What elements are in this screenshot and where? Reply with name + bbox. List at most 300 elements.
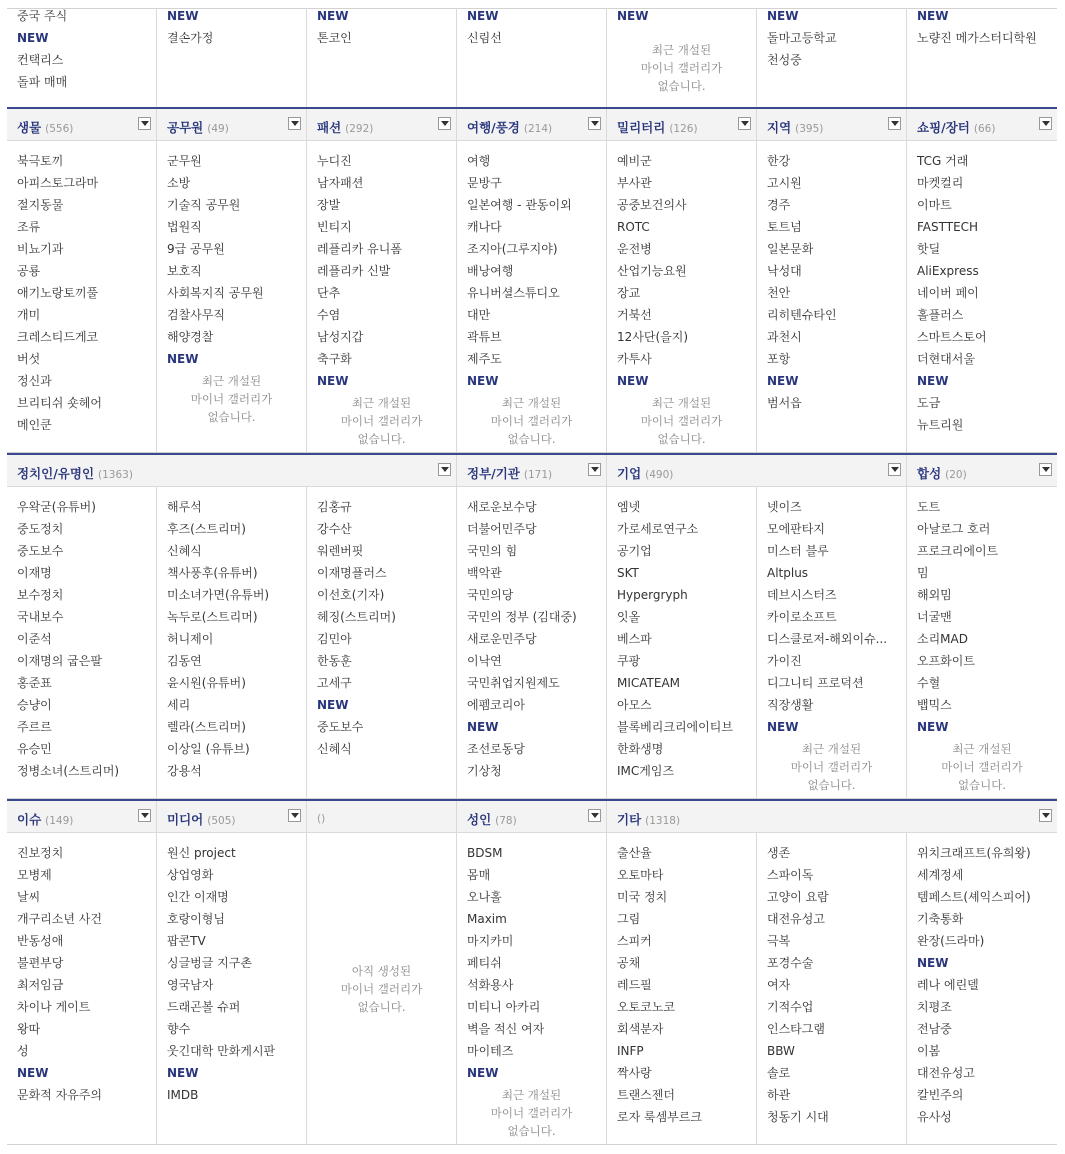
gallery-link[interactable]: 기축통화	[917, 912, 964, 926]
gallery-link[interactable]: MICATEAM	[617, 676, 681, 690]
gallery-link[interactable]: 솔로	[767, 1066, 791, 1080]
gallery-link[interactable]: 홍준표	[17, 676, 52, 690]
gallery-link[interactable]: 스마트스토어	[917, 330, 987, 344]
gallery-link[interactable]: 한화생명	[617, 742, 664, 756]
gallery-link[interactable]: 회색분자	[617, 1022, 664, 1036]
gallery-link[interactable]: 왕따	[17, 1022, 41, 1036]
gallery-link[interactable]: 천성중	[767, 53, 802, 67]
gallery-link[interactable]: 절지동물	[17, 198, 64, 212]
gallery-link[interactable]: 빈티지	[317, 220, 352, 234]
gallery-link[interactable]: 김민아	[317, 632, 352, 646]
gallery-link[interactable]: 부사관	[617, 176, 652, 190]
gallery-link[interactable]: 소방	[167, 176, 191, 190]
gallery-link[interactable]: 고시원	[767, 176, 802, 190]
gallery-link[interactable]: 새로운민주당	[467, 632, 537, 646]
gallery-link[interactable]: 오나홀	[467, 890, 502, 904]
category-header[interactable]	[7, 801, 156, 833]
gallery-link[interactable]: 남자패션	[317, 176, 364, 190]
gallery-link[interactable]: 공기업	[617, 544, 652, 558]
gallery-link[interactable]: 허니제이	[167, 632, 214, 646]
gallery-link[interactable]: 인스타그램	[767, 1022, 825, 1036]
gallery-link[interactable]: 예비군	[617, 154, 652, 168]
gallery-link[interactable]: 노량진 메가스터디학원	[917, 31, 1037, 45]
gallery-link[interactable]: 가로세로연구소	[617, 522, 699, 536]
gallery-link[interactable]: 곽튜브	[467, 330, 502, 344]
gallery-link[interactable]: 정신과	[17, 374, 52, 388]
gallery-link[interactable]: 기술직 공무원	[167, 198, 241, 212]
gallery-link[interactable]: 소리MAD	[917, 632, 968, 646]
gallery-link[interactable]: 마지카미	[467, 934, 514, 948]
gallery-link[interactable]: 보수정치	[17, 588, 64, 602]
gallery-link[interactable]: 아날로그 호러	[917, 522, 991, 536]
gallery-link[interactable]: 범서읍	[767, 396, 802, 410]
gallery-link[interactable]: 제주도	[467, 352, 502, 366]
gallery-link[interactable]: 우왁굳(유튜버)	[17, 500, 96, 514]
gallery-link[interactable]: 치평조	[917, 1000, 952, 1014]
gallery-link[interactable]: 과천시	[767, 330, 802, 344]
category-title[interactable]	[167, 810, 235, 828]
category-name: 쇼핑/장터	[917, 120, 970, 135]
gallery-link[interactable]: 공중보건의사	[617, 198, 687, 212]
gallery-link[interactable]: 대전유성고	[767, 912, 825, 926]
gallery-link[interactable]: 모에판타지	[767, 522, 825, 536]
gallery-link[interactable]: 신혜식	[317, 742, 352, 756]
gallery-link[interactable]: 책사풍후(유튜버)	[167, 566, 258, 580]
gallery-link[interactable]: 신림선	[467, 31, 502, 45]
gallery-link[interactable]: 레나 에린델	[917, 978, 979, 992]
gallery-link[interactable]: 데브시스터즈	[767, 588, 837, 602]
gallery-link[interactable]: 레드필	[617, 978, 652, 992]
gallery-link[interactable]: 오토마타	[617, 868, 664, 882]
category-title[interactable]	[617, 118, 698, 136]
category-title[interactable]	[917, 464, 967, 482]
gallery-link[interactable]: 미국 정치	[617, 890, 668, 904]
gallery-link[interactable]: 이재명플러스	[317, 566, 387, 580]
gallery-link[interactable]: 법원직	[167, 220, 202, 234]
gallery-link[interactable]: 청동기 시대	[767, 1110, 829, 1124]
gallery-link[interactable]: 직장생활	[767, 698, 814, 712]
gallery-link[interactable]: 베스파	[617, 632, 652, 646]
gallery-link[interactable]: 보호직	[167, 264, 202, 278]
gallery-link[interactable]: 대만	[467, 308, 491, 322]
category-header[interactable]	[456, 801, 606, 833]
gallery-link[interactable]: 디그니티 프로덕션	[767, 676, 864, 690]
gallery-link[interactable]: 워렌버핏	[317, 544, 364, 558]
gallery-link[interactable]: 이봄	[917, 1044, 941, 1058]
gallery-link[interactable]: 헤징(스트리머)	[317, 610, 396, 624]
gallery-link[interactable]: 문화적 자유주의	[17, 1088, 102, 1102]
gallery-cell	[156, 833, 306, 1144]
gallery-link[interactable]: 대전유성고	[917, 1066, 975, 1080]
gallery-link[interactable]: 백악관	[467, 566, 502, 580]
gallery-link[interactable]: 그림	[617, 912, 641, 926]
gallery-link[interactable]: 돌파 매매	[17, 75, 68, 89]
category-header[interactable]	[606, 455, 906, 487]
gallery-link[interactable]: 최저임금	[17, 978, 64, 992]
gallery-link[interactable]: 세리	[167, 698, 191, 712]
gallery-link[interactable]: 향수	[167, 1022, 191, 1036]
gallery-link[interactable]: 템페스트(셰익스피어)	[917, 890, 1031, 904]
category-title[interactable]	[617, 810, 680, 828]
gallery-link[interactable]: 도금	[917, 396, 941, 410]
gallery-link[interactable]: 스파이독	[767, 868, 814, 882]
gallery-link[interactable]: 공룡	[17, 264, 41, 278]
gallery-link[interactable]: 유사성	[917, 1110, 952, 1124]
category-title[interactable]	[17, 810, 73, 828]
chevron-down-icon[interactable]	[888, 117, 901, 130]
gallery-link[interactable]: 9급 공무원	[167, 242, 225, 256]
chevron-down-icon[interactable]	[438, 463, 451, 476]
chevron-down-icon[interactable]	[138, 809, 151, 822]
category-header[interactable]	[156, 801, 306, 833]
gallery-link[interactable]: BDSM	[467, 846, 503, 860]
gallery-link[interactable]: 마이테즈	[467, 1044, 514, 1058]
gallery-link[interactable]: 완장(드라마)	[917, 934, 985, 948]
gallery-link[interactable]: 더현대서울	[917, 352, 975, 366]
gallery-link[interactable]: 트랜스젠더	[617, 1088, 675, 1102]
gallery-link[interactable]: 톤코인	[317, 31, 352, 45]
gallery-link[interactable]: 조류	[17, 220, 41, 234]
gallery-link[interactable]: 윤시원(유튜버)	[167, 676, 246, 690]
gallery-link[interactable]: 에펨코리아	[467, 698, 525, 712]
category-header[interactable]	[306, 801, 456, 833]
gallery-link[interactable]: 인간 이재명	[167, 890, 229, 904]
chevron-down-icon[interactable]	[288, 809, 301, 822]
gallery-link[interactable]: 영국남자	[167, 978, 214, 992]
gallery-link[interactable]: 신혜식	[167, 544, 202, 558]
category-header[interactable]	[456, 455, 606, 487]
gallery-link[interactable]: 카투사	[617, 352, 652, 366]
category-header[interactable]	[306, 109, 456, 141]
category-title[interactable]	[317, 118, 373, 136]
gallery-link[interactable]: 장발	[317, 198, 341, 212]
gallery-link[interactable]: 마켓컬리	[917, 176, 964, 190]
gallery-link[interactable]: 너굴맨	[917, 610, 952, 624]
gallery-link[interactable]: 생존	[767, 846, 791, 860]
gallery-link[interactable]: 한동훈	[317, 654, 352, 668]
gallery-link[interactable]: 배낭여행	[467, 264, 514, 278]
gallery-link[interactable]: 사회복지직 공무원	[167, 286, 264, 300]
gallery-link[interactable]: 레플리카 유니폼	[317, 242, 402, 256]
gallery-link[interactable]: 이상일 (유튜브)	[167, 742, 250, 756]
new-label: NEW	[767, 720, 799, 734]
gallery-link[interactable]: 국민취업지원제도	[467, 676, 560, 690]
gallery-link[interactable]: 크레스티드게코	[17, 330, 99, 344]
gallery-link[interactable]: 비뇨기과	[17, 242, 64, 256]
gallery-link[interactable]: 고양이 요람	[767, 890, 829, 904]
gallery-link[interactable]: 드래곤볼 슈퍼	[167, 1000, 241, 1014]
gallery-link[interactable]: 수혈	[917, 676, 941, 690]
gallery-link[interactable]: 호랑이형님	[167, 912, 225, 926]
gallery-link[interactable]: SKT	[617, 566, 639, 580]
gallery-link[interactable]: 포항	[767, 352, 791, 366]
gallery-link[interactable]: TCG 거래	[917, 154, 969, 168]
gallery-link[interactable]: 운전병	[617, 242, 652, 256]
gallery-link[interactable]: 컨택리스	[17, 53, 64, 67]
gallery-link[interactable]: 한강	[767, 154, 791, 168]
gallery-link[interactable]: 더불어민주당	[467, 522, 537, 536]
category-title[interactable]	[317, 810, 325, 825]
gallery-link[interactable]: 중도보수	[317, 720, 364, 734]
gallery-link[interactable]: 국민의 힘	[467, 544, 518, 558]
gallery-link[interactable]: 출산율	[617, 846, 652, 860]
gallery-link[interactable]: 녹두로(스트리머)	[167, 610, 258, 624]
empty-message-line: 최근 개설된	[952, 742, 1012, 756]
gallery-link[interactable]: 엠넷	[617, 500, 641, 514]
category-header[interactable]	[456, 109, 606, 141]
gallery-link[interactable]: 원신 project	[167, 846, 236, 860]
gallery-link[interactable]: 수염	[317, 308, 341, 322]
gallery-link[interactable]: 팝콘TV	[167, 934, 206, 948]
new-label: NEW	[467, 9, 499, 23]
gallery-link[interactable]: 성	[17, 1044, 29, 1058]
gallery-link[interactable]: 토트넘	[767, 220, 802, 234]
category-header[interactable]	[156, 109, 306, 141]
gallery-link[interactable]: 강수산	[317, 522, 352, 536]
gallery-link[interactable]: 위치크래프트(유희왕)	[917, 846, 1031, 860]
category-header[interactable]	[7, 455, 456, 487]
gallery-link[interactable]: 아모스	[617, 698, 652, 712]
gallery-link[interactable]: 날씨	[17, 890, 41, 904]
category-title[interactable]	[17, 464, 133, 482]
category-title[interactable]	[617, 464, 673, 482]
gallery-link[interactable]: 고세구	[317, 676, 352, 690]
gallery-link[interactable]: 핫딜	[917, 242, 941, 256]
gallery-link[interactable]: 로자 룩셈부르크	[617, 1110, 702, 1124]
gallery-link[interactable]: 홀플러스	[917, 308, 964, 322]
category-header[interactable]	[606, 109, 756, 141]
gallery-link[interactable]: 쿠팡	[617, 654, 641, 668]
category-title[interactable]	[17, 118, 73, 136]
gallery-link[interactable]: 이재명	[17, 566, 52, 580]
gallery-link[interactable]: 오토코노코	[617, 1000, 675, 1014]
gallery-link[interactable]: 중도정치	[17, 522, 64, 536]
minor-gallery-category-grid	[7, 8, 1057, 1145]
gallery-link[interactable]: 조지아(그루지야)	[467, 242, 558, 256]
gallery-link[interactable]: 석화용사	[467, 978, 514, 992]
gallery-link[interactable]: 중국 주식	[17, 9, 68, 23]
gallery-link[interactable]: 모병제	[17, 868, 52, 882]
chevron-down-icon[interactable]	[738, 117, 751, 130]
gallery-link[interactable]: 개구리소년 사건	[17, 912, 102, 926]
category-title[interactable]	[767, 118, 823, 136]
gallery-link[interactable]: FASTTECH	[917, 220, 979, 234]
gallery-link[interactable]: 새로운보수당	[467, 500, 537, 514]
category-title[interactable]	[467, 118, 552, 136]
gallery-link[interactable]: 렐라(스트리머)	[167, 720, 246, 734]
category-title[interactable]	[917, 118, 995, 136]
gallery-link[interactable]: 레플리카 신발	[317, 264, 391, 278]
gallery-link[interactable]: 일본여행 - 관동이외	[467, 198, 572, 212]
gallery-link[interactable]: 페티쉬	[467, 956, 502, 970]
gallery-link[interactable]: 오프화이트	[917, 654, 975, 668]
gallery-link[interactable]: 잇올	[617, 610, 641, 624]
gallery-link[interactable]: 군무원	[167, 154, 202, 168]
gallery-link[interactable]: IMC게임즈	[617, 764, 675, 778]
gallery-link[interactable]: 주르르	[17, 720, 52, 734]
gallery-link[interactable]: 이낙연	[467, 654, 502, 668]
category-name: 기업	[617, 466, 642, 481]
gallery-link[interactable]: 문방구	[467, 176, 502, 190]
gallery-link[interactable]: 공채	[617, 956, 641, 970]
gallery-link[interactable]: 캐나다	[467, 220, 502, 234]
gallery-link[interactable]: 이마트	[917, 198, 952, 212]
gallery-link[interactable]: 몸매	[467, 868, 491, 882]
gallery-cell	[906, 487, 1057, 798]
gallery-link[interactable]: 싱글벙글 지구촌	[167, 956, 252, 970]
chevron-down-icon[interactable]	[288, 117, 301, 130]
gallery-link[interactable]: 장교	[617, 286, 641, 300]
gallery-link[interactable]: 누디진	[317, 154, 352, 168]
gallery-link[interactable]: 유승민	[17, 742, 52, 756]
category-name: 기타	[617, 812, 642, 827]
gallery-link[interactable]: Maxim	[467, 912, 507, 926]
gallery-link[interactable]: 정병소녀(스트리머)	[17, 764, 120, 778]
gallery-cell	[456, 833, 606, 1144]
gallery-link[interactable]: 아피스토그라마	[17, 176, 99, 190]
gallery-link[interactable]: 김홍규	[317, 500, 352, 514]
category-header[interactable]	[756, 109, 906, 141]
gallery-link[interactable]: 국내보수	[17, 610, 64, 624]
gallery-link[interactable]: 이재명의 굽은팔	[17, 654, 102, 668]
gallery-link[interactable]: 카이로소프트	[767, 610, 837, 624]
gallery-link[interactable]: BBW	[767, 1044, 795, 1058]
gallery-link[interactable]: 12사단(을지)	[617, 330, 689, 344]
category-header-row	[7, 107, 1057, 141]
gallery-link[interactable]: 거북선	[617, 308, 652, 322]
gallery-link[interactable]: 산업기능요원	[617, 264, 687, 278]
gallery-link[interactable]: 미스터 블루	[767, 544, 829, 558]
gallery-link[interactable]: 단추	[317, 286, 341, 300]
empty-message-line: 없습니다.	[957, 778, 1007, 792]
gallery-link[interactable]: 불편부당	[17, 956, 64, 970]
gallery-link[interactable]: 남성지갑	[317, 330, 364, 344]
chevron-down-icon[interactable]	[1039, 463, 1052, 476]
category-title[interactable]	[467, 810, 517, 828]
gallery-link[interactable]: 블록베리크리에이티브	[617, 720, 733, 734]
category-header[interactable]	[906, 109, 1057, 141]
gallery-link[interactable]: 스피커	[617, 934, 652, 948]
gallery-link[interactable]: 웃긴대학 만화게시판	[167, 1044, 276, 1058]
gallery-link[interactable]: 벽을 적신 여자	[467, 1022, 545, 1036]
gallery-list	[167, 5, 302, 49]
gallery-link[interactable]: 낙성대	[767, 264, 802, 278]
gallery-link[interactable]: IMDB	[167, 1088, 199, 1102]
gallery-link[interactable]: 이준석	[17, 632, 52, 646]
category-header[interactable]	[7, 109, 156, 141]
gallery-link[interactable]: 유니버셜스튜디오	[467, 286, 560, 300]
gallery-link[interactable]: 뱁믹스	[917, 698, 952, 712]
gallery-link[interactable]: 하관	[767, 1088, 791, 1102]
chevron-down-icon[interactable]	[1039, 117, 1052, 130]
chevron-down-icon[interactable]	[1039, 809, 1052, 822]
gallery-link[interactable]: 리히텐슈타인	[767, 308, 837, 322]
gallery-link[interactable]: 천안	[767, 286, 791, 300]
category-count: (395)	[795, 123, 824, 135]
gallery-link[interactable]: 미소녀가면(유튜버)	[167, 588, 270, 602]
category-name: 정치인/유명인	[17, 466, 95, 481]
gallery-link[interactable]: 돌마고등학교	[767, 31, 837, 45]
gallery-link[interactable]: 상업영화	[167, 868, 214, 882]
chevron-down-icon[interactable]	[138, 117, 151, 130]
gallery-link[interactable]: 프로크리에이트	[917, 544, 999, 558]
gallery-link[interactable]: 디스클로저-해외이슈...	[767, 632, 888, 646]
gallery-link[interactable]: Hypergryph	[617, 588, 688, 602]
chevron-down-icon[interactable]	[588, 117, 601, 130]
gallery-link[interactable]: 일본문화	[767, 242, 814, 256]
gallery-link[interactable]: 전남중	[917, 1022, 952, 1036]
gallery-link[interactable]: 칼빈주의	[917, 1088, 964, 1102]
gallery-link[interactable]: 결손가정	[167, 31, 214, 45]
gallery-link[interactable]: Altplus	[767, 566, 809, 580]
gallery-link[interactable]: 차이나 게이트	[17, 1000, 91, 1014]
chevron-down-icon[interactable]	[438, 117, 451, 130]
category-header[interactable]	[606, 801, 1057, 833]
gallery-link[interactable]: 브리티쉬 숏헤어	[17, 396, 102, 410]
gallery-link[interactable]: 여자	[767, 978, 791, 992]
gallery-link[interactable]: 세계정세	[917, 868, 964, 882]
gallery-link[interactable]: 북극토끼	[17, 154, 64, 168]
gallery-link[interactable]: 김동연	[167, 654, 202, 668]
gallery-cell	[156, 141, 306, 452]
gallery-link[interactable]: 짝사랑	[617, 1066, 652, 1080]
category-title[interactable]	[467, 464, 552, 482]
gallery-link[interactable]: 도트	[917, 500, 941, 514]
chevron-down-icon[interactable]	[588, 463, 601, 476]
gallery-link[interactable]: 뉴트리원	[917, 418, 964, 432]
gallery-link[interactable]: 극복	[767, 934, 791, 948]
gallery-link[interactable]: 국민의당	[467, 588, 514, 602]
gallery-link[interactable]: 조선로동당	[467, 742, 525, 756]
category-title[interactable]	[167, 118, 229, 136]
gallery-link[interactable]: 기상청	[467, 764, 502, 778]
gallery-link[interactable]: 해양경찰	[167, 330, 214, 344]
gallery-link[interactable]: 메인쿤	[17, 418, 52, 432]
gallery-link[interactable]: INFP	[617, 1044, 644, 1058]
empty-gallery-message	[907, 740, 1057, 794]
gallery-link[interactable]: 반동성애	[17, 934, 64, 948]
gallery-link[interactable]: 가이진	[767, 654, 802, 668]
gallery-link[interactable]: 해루석	[167, 500, 202, 514]
gallery-link[interactable]: 네이버 페이	[917, 286, 979, 300]
gallery-link[interactable]: 후즈(스트리머)	[167, 522, 246, 536]
gallery-link[interactable]: 검찰사무직	[167, 308, 225, 322]
gallery-link[interactable]: 승냥이	[17, 698, 52, 712]
gallery-link[interactable]: 해외밈	[917, 588, 952, 602]
gallery-link[interactable]: 여행	[467, 154, 491, 168]
gallery-link[interactable]: 진보정치	[17, 846, 64, 860]
gallery-link[interactable]: 중도보수	[17, 544, 64, 558]
gallery-link[interactable]: 이선호(기자)	[317, 588, 385, 602]
gallery-link[interactable]: 경주	[767, 198, 791, 212]
gallery-link[interactable]: 기적수업	[767, 1000, 814, 1014]
gallery-link[interactable]: 미티니 아카리	[467, 1000, 541, 1014]
gallery-link[interactable]: 축구화	[317, 352, 352, 366]
gallery-link[interactable]: 강용석	[167, 764, 202, 778]
category-header[interactable]	[906, 455, 1057, 487]
gallery-link[interactable]: 버섯	[17, 352, 41, 366]
gallery-link[interactable]: 애기노랑토끼풀	[17, 286, 99, 300]
chevron-down-icon[interactable]	[888, 463, 901, 476]
gallery-link[interactable]: 밈	[917, 566, 929, 580]
gallery-link[interactable]: 포경수술	[767, 956, 814, 970]
gallery-link[interactable]: AliExpress	[917, 264, 979, 278]
gallery-link[interactable]: ROTC	[617, 220, 650, 234]
gallery-link[interactable]: 개미	[17, 308, 41, 322]
gallery-link[interactable]: 넷이즈	[767, 500, 802, 514]
chevron-down-icon[interactable]	[588, 809, 601, 822]
gallery-link[interactable]: 국민의 정부 (김대중)	[467, 610, 577, 624]
